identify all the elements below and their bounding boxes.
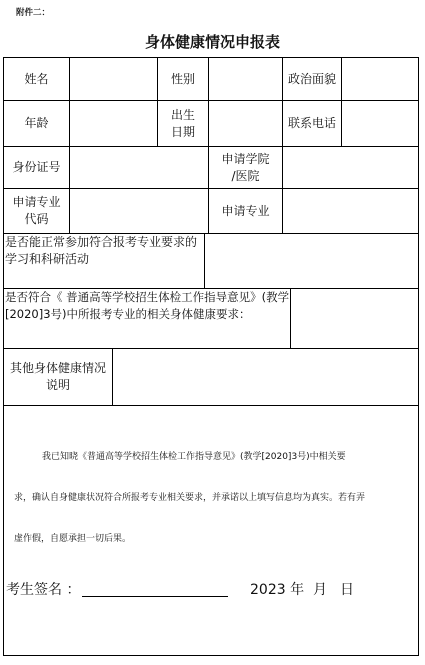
college-label-line2: /医院 <box>231 168 260 183</box>
declaration-line1: 我已知晓《普通高等学校招生体检工作指导意见》(教学[2020]3号)中相关要 <box>42 452 346 462</box>
major-code-label-line2: 代码 <box>24 212 49 226</box>
birth-date-label-line1: 出生 <box>170 107 195 122</box>
birth-date-field[interactable] <box>209 101 282 146</box>
major-label: 申请专业 <box>221 203 270 218</box>
college-label <box>209 147 282 188</box>
study-ability-question <box>5 234 203 288</box>
page-title: 身体健康情况申报表 <box>144 33 280 51</box>
phone-label: 联系电话 <box>287 116 336 130</box>
gender-field[interactable] <box>209 58 282 100</box>
date-month: 月 <box>313 582 327 598</box>
major-code-label-line1: 申请专业 <box>12 195 61 209</box>
birth-date-label <box>158 101 208 146</box>
health-requirement-question <box>5 289 289 348</box>
name-label: 姓名 <box>24 71 49 86</box>
name-field[interactable] <box>70 58 157 100</box>
study-ability-question-line2: 学习和科研活动 <box>5 252 90 266</box>
declaration-line3: 虚作假，自愿承担一切后果。 <box>14 534 132 544</box>
date-year: 2023 年 <box>250 582 305 598</box>
college-field[interactable] <box>283 147 418 188</box>
attachment-label: 附件二： <box>16 8 51 18</box>
signature-label: 考生签名 ： <box>6 582 81 598</box>
study-ability-answer[interactable] <box>205 234 418 288</box>
major-code-field[interactable] <box>70 189 208 233</box>
age-field[interactable] <box>70 101 157 146</box>
other-health-field[interactable] <box>113 349 418 405</box>
major-code-label <box>4 189 69 233</box>
age-label: 年龄 <box>24 116 49 130</box>
other-health-label <box>4 349 112 405</box>
study-ability-question-line1: 是否能正常参加符合报考专业要求的 <box>5 235 198 249</box>
health-requirement-question-line1: 是否符合《 普通高等学校招生体检工作指导意见》(教学 <box>5 290 290 304</box>
id-card-label: 身份证号 <box>12 160 61 174</box>
other-health-label-line1: 其他身体健康情况 <box>9 361 106 375</box>
gender-label: 性别 <box>170 71 195 86</box>
major-field[interactable] <box>283 189 418 233</box>
declaration-line2: 求，确认自身健康状况符合所报考专业相关要求，并承诺以上填写信息均为真实。若有弄 <box>14 493 366 503</box>
health-requirement-question-line2: [2020]3号)中所报考专业的相关身体健康要求： <box>5 307 251 321</box>
political-status-field[interactable] <box>342 58 418 100</box>
political-status-label: 政治面貌 <box>287 71 336 86</box>
signature-field[interactable] <box>82 580 228 597</box>
health-requirement-answer[interactable] <box>291 289 418 348</box>
other-health-label-line2: 说明 <box>45 378 70 392</box>
phone-field[interactable] <box>342 101 418 146</box>
college-label-line1: 申请学院 <box>221 151 270 166</box>
date-day: 日 <box>340 582 354 598</box>
id-card-field[interactable] <box>70 147 208 188</box>
birth-date-label-line2: 日期 <box>170 124 195 139</box>
